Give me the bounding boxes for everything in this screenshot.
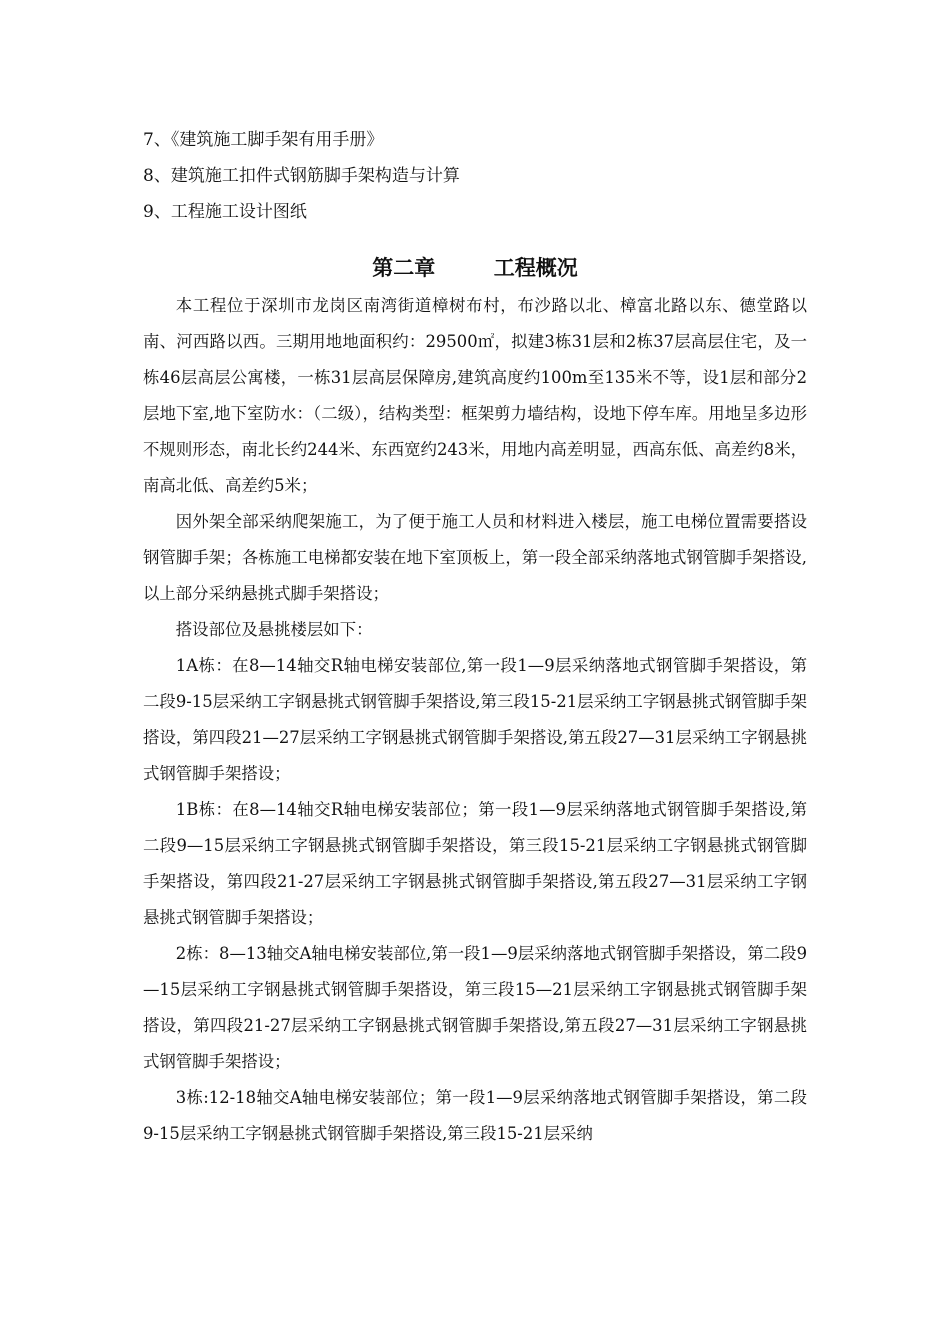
chapter-title: 工程概况 [493, 256, 578, 280]
paragraph-building-2: 2栋：8—13轴交A轴电梯安装部位,第一段1—9层采纳落地式钢管脚手架搭设，第二段9—15层采纳工字钢悬挑式钢管脚手架搭设，第三段15—21层采纳工字钢悬挑式钢管脚手架搭设，第四段21-27层采纳工字钢悬挑式钢管脚手架搭设,第五段27—31层采纳工字钢悬挑式钢管脚手架搭设； [143, 944, 807, 1071]
reference-item: 8、建筑施工扣件式钢筋脚手架构造与计算 [143, 166, 460, 186]
paragraph-building-1b: 1B栋：在8—14轴交R轴电梯安装部位；第一段1—9层采纳落地式钢管脚手架搭设,第二段9—15层采纳工字钢悬挑式钢管脚手架搭设，第三段15-21层采纳工字钢悬挑式钢管脚手架搭设，第四段21-27层采纳工字钢悬挑式钢管脚手架搭设,第五段27—31层采纳工字钢悬挑式钢管脚手架搭设； [143, 800, 807, 927]
paragraph-erection-intro: 搭设部位及悬挑楼层如下： [175, 620, 373, 639]
paragraph-building-3: 3栋:12-18轴交A轴电梯安装部位；第一段1—9层采纳落地式钢管脚手架搭设，第二段9-15层采纳工字钢悬挑式钢管脚手架搭设,第三段15-21层采纳 [143, 1088, 807, 1143]
reference-item: 7、《建筑施工脚手架有用手册》 [143, 130, 384, 150]
paragraph-scaffold-reason: 因外架全部采纳爬架施工，为了便于施工人员和材料进入楼层，施工电梯位置需要搭设钢管脚手架；各栋施工电梯都安装在地下室顶板上，第一段全部采纳落地式钢管脚手架搭设,以上部分采纳悬挑式脚手架搭设； [143, 512, 807, 603]
reference-list [143, 122, 823, 230]
chapter-number: 第二章 [372, 256, 436, 280]
reference-item: 9、工程施工设计图纸 [143, 202, 307, 222]
paragraph-project-location: 本工程位于深圳市龙岗区南湾街道樟树布村，布沙路以北、樟富北路以东、德堂路以南、河西路以西。三期用地地面积约：29500㎡，拟建3栋31层和2栋37层高层住宅，及一栋46层高层公寓楼，一栋31层高层保障房,建筑高度约100m至135米不等，设1层和部分2层地下室,地下室防水：（二级），结构类型：框架剪力墙结构，设地下停车库。用地呈多边形不规则形态，南北长约244米、东西宽约243米，用地内高差明显，西高东低、高差约8米，南高北低、高差约5米； [143, 296, 807, 495]
paragraph-building-1a: 1A栋：在8—14轴交R轴电梯安装部位,第一段1—9层采纳落地式钢管脚手架搭设，第二段9-15层采纳工字钢悬挑式钢管脚手架搭设,第三段15-21层采纳工字钢悬挑式钢管脚手架搭设，第四段21—27层采纳工字钢悬挑式钢管脚手架搭设,第五段27—31层采纳工字钢悬挑式钢管脚手架搭设； [143, 656, 807, 783]
chapter-heading [0, 250, 950, 286]
body-text [143, 288, 807, 1152]
